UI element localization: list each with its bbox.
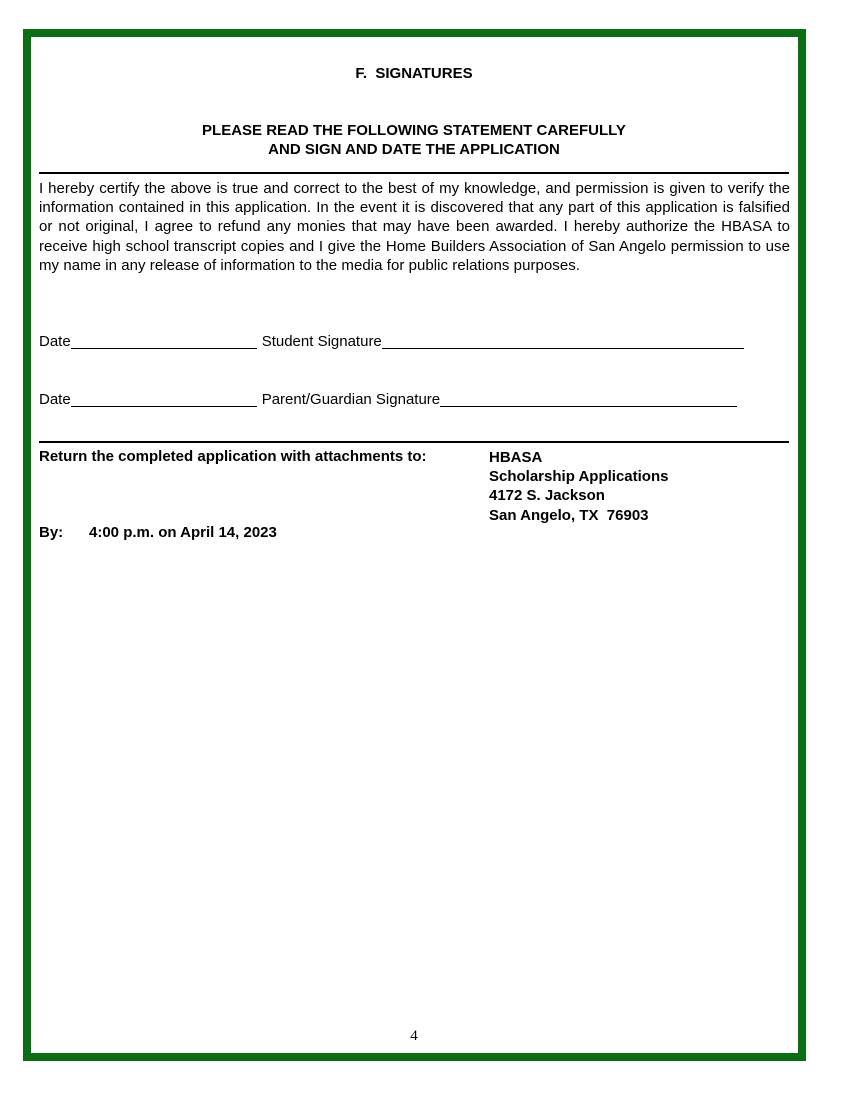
parent-signature-label: Parent/Guardian Signature — [261, 391, 441, 408]
student-date-field[interactable] — [71, 332, 257, 349]
address-name: HBASA — [489, 449, 543, 466]
parent-date-field[interactable] — [71, 390, 257, 407]
student-signature-label: Student Signature — [261, 333, 382, 350]
address-street: 4172 S. Jackson — [489, 487, 605, 505]
mailing-address — [489, 448, 668, 525]
deadline — [39, 524, 277, 541]
deadline-by-label: By: — [39, 524, 64, 541]
page-number: 4 — [410, 1028, 418, 1044]
address-city: San Angelo, TX 76903 — [489, 506, 649, 524]
certification-statement: I hereby certify the above is true and correct to the best of my knowledge, and permission is given to verify the information contained in this application. In the event it is discovered that any part of this application is falsified or not original, I agree to refund any monies that may have been awarded. I hereby authorize the HBASA to receive high school transcript copies and I give the Home Builders Association of San Angelo permission to use my name in any release of information to the media for public relations purposes. — [39, 180, 790, 274]
deadline-value: 4:00 p.m. on April 14, 2023 — [89, 524, 277, 541]
instruction-line-1: PLEASE READ THE FOLLOWING STATEMENT CAREFULLY — [202, 122, 626, 139]
date-label: Date — [39, 333, 71, 350]
address-dept: Scholarship Applications — [489, 468, 669, 486]
parent-signature-field[interactable] — [440, 390, 737, 407]
student-signature-row — [39, 332, 744, 350]
date-label: Date — [39, 391, 71, 408]
student-signature-field[interactable] — [382, 332, 744, 349]
section-heading: F. SIGNATURES — [355, 65, 473, 82]
instruction-line-2: AND SIGN AND DATE THE APPLICATION — [268, 141, 560, 158]
divider-top — [39, 172, 789, 174]
divider-bottom — [39, 441, 789, 443]
return-instructions: Return the completed application with attachments to: — [39, 448, 427, 465]
parent-signature-row — [39, 390, 737, 408]
